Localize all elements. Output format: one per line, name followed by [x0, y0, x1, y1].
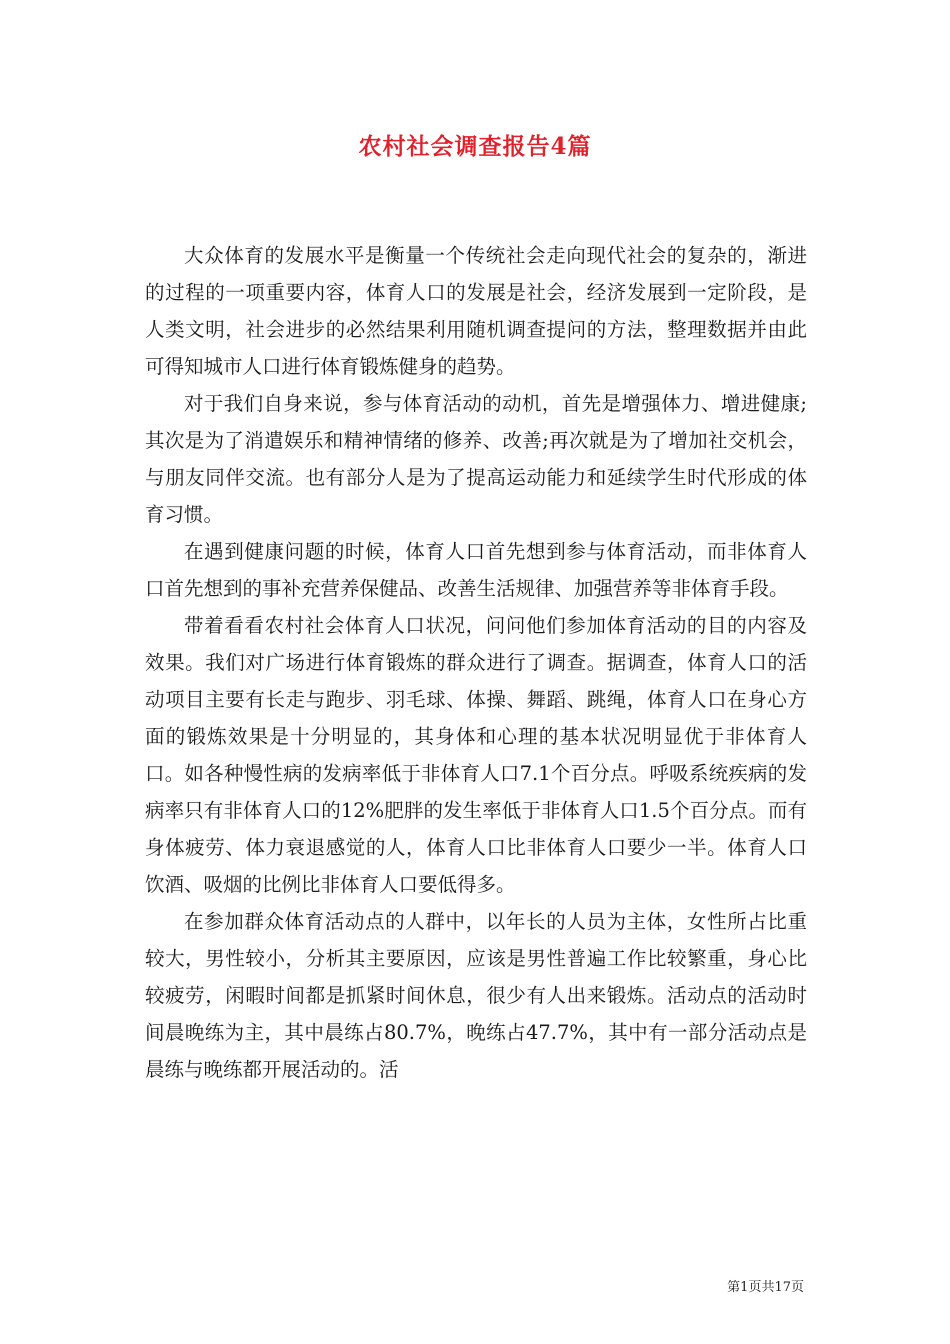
page-number-footer: 第1页共17页 — [727, 1280, 804, 1295]
paragraph: 在遇到健康问题的时候，体育人口首先想到参与体育活动，而非体育人口首先想到的事补充营养保健品、改善生活规律、加强营养等非体育手段。 — [145, 540, 807, 600]
paragraph: 带着看看农村社会体育人口状况，问问他们参加体育活动的目的内容及效果。我们对广场进行体育锻炼的群众进行了调查。据调查，体育人口的活动项目主要有长走与跑步、羽毛球、体操、舞蹈、跳绳，体育人口在身心方面的锻炼效果是十分明显的，其身体和心理的基本状况明显优于非体育人口。如各种慢性病的发病率低于非体育人口7.1个百分点。呼吸系统疾病的发病率只有非体育人口的12%肥胖的发生率低于非体育人口1.5个百分点。而有身体疲劳、体力衰退感觉的人，体育人口比非体育人口要少一半。体育人口饮酒、吸烟的比例比非体育人口要低得多。 — [145, 614, 807, 896]
document-title: 农村社会调查报告4篇 — [358, 133, 592, 160]
paragraph: 对于我们自身来说，参与体育活动的动机，首先是增强体力、增进健康;其次是为了消遣娱乐和精神情绪的修养、改善;再次就是为了增加社交机会，与朋友同伴交流。也有部分人是为了提高运动能力和延续学生时代形成的体育习惯。 — [145, 392, 807, 526]
paragraph: 在参加群众体育活动点的人群中，以年长的人员为主体，女性所占比重较大，男性较小，分析其主要原因，应该是男性普遍工作比较繁重，身心比较疲劳，闲暇时间都是抓紧时间休息，很少有人出来锻炼。活动点的活动时间晨晚练为主，其中晨练占80.7%，晚练占47.7%，其中有一部分活动点是晨练与晚练都开展活动的。活 — [145, 910, 807, 1081]
document-body — [145, 237, 807, 1088]
paragraph: 大众体育的发展水平是衡量一个传统社会走向现代社会的复杂的，渐进的过程的一项重要内容，体育人口的发展是社会，经济发展到一定阶段，是人类文明，社会进步的必然结果利用随机调查提问的方法，整理数据并由此可得知城市人口进行体育锻炼健身的趋势。 — [145, 244, 807, 378]
